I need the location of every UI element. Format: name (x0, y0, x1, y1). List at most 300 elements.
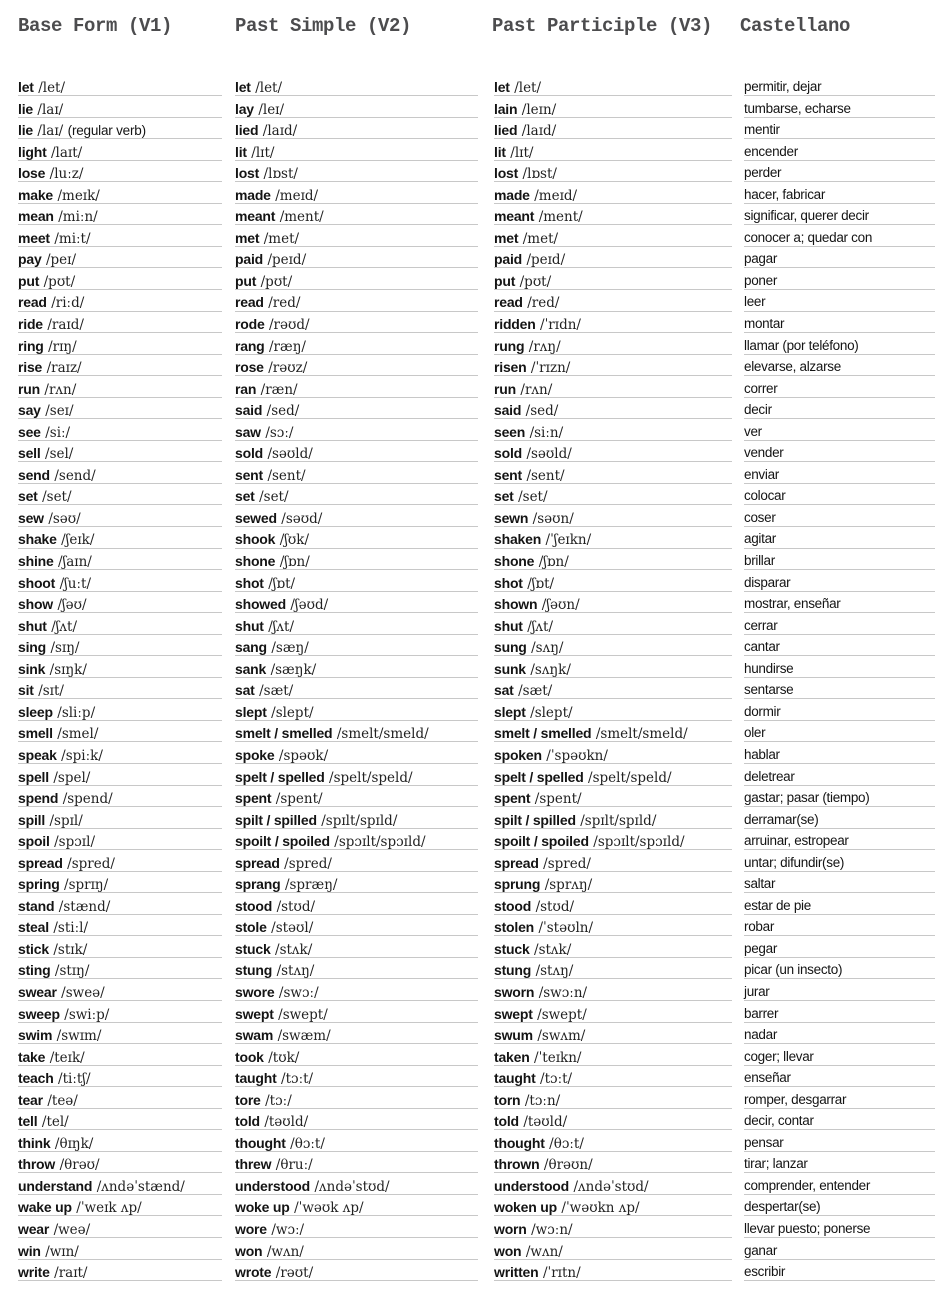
es-cell-wear (744, 1216, 935, 1238)
v2-cell-sat (235, 678, 478, 700)
verb-text: seen (494, 423, 526, 440)
verb-text: swam (235, 1027, 274, 1044)
verb-text: stuck (494, 940, 530, 957)
v2-cell-spent (235, 786, 478, 808)
es-cell-sing (744, 635, 935, 657)
v3-cell-lied (494, 118, 732, 140)
translation-text: mentir (744, 122, 780, 138)
verb-text: risen (494, 359, 527, 376)
es-cell-sleep (744, 699, 935, 721)
v3-cell-sprung (494, 872, 732, 894)
verb-text: thought (235, 1134, 286, 1151)
es-cell-sting (744, 958, 935, 980)
v2-cell-wrote (235, 1260, 478, 1282)
ipa-text: /stænd/ (58, 898, 111, 915)
v2-cell-read (235, 290, 478, 312)
ipa-text: /slept/ (271, 704, 314, 721)
verb-text: spilt / spilled (494, 811, 576, 828)
verb-text: stick (18, 940, 49, 957)
v3-cell-stolen (494, 915, 732, 937)
ipa-text: /ˈweɪk ʌp/ (76, 1200, 142, 1217)
verb-text: wear (18, 1220, 50, 1237)
verb-text: sit (18, 682, 34, 699)
ipa-text: /swept/ (278, 1006, 328, 1023)
v1-cell-pay (18, 247, 222, 269)
verb-text: spoken (494, 746, 542, 763)
v1-cell-mean (18, 204, 222, 226)
v2-cell-slept (235, 699, 478, 721)
ipa-text: /sæŋ/ (271, 640, 309, 657)
ipa-text: /leɪn/ (521, 101, 557, 118)
translation-text: leer (744, 294, 766, 310)
ipa-text: /set/ (518, 489, 548, 506)
ipa-text: /θrəʊ/ (59, 1157, 100, 1174)
verb-text: stung (494, 962, 532, 979)
es-cell-understand (744, 1173, 935, 1195)
verb-text: sing (18, 639, 46, 656)
ipa-text: /lɪt/ (251, 144, 275, 161)
ipa-text: /ʃəʊd/ (290, 597, 329, 614)
v1-cell-wake-up (18, 1195, 222, 1217)
ipa-text: /spəʊk/ (278, 747, 329, 764)
ipa-text: /laɪd/ (262, 123, 298, 140)
verb-text: lied (235, 122, 259, 139)
ipa-text: /ʃəʊ/ (57, 597, 87, 614)
v3-cell-spelt-spelled (494, 764, 732, 786)
v3-cell-stung (494, 958, 732, 980)
v2-cell-made (235, 182, 478, 204)
v2-cell-stood (235, 893, 478, 915)
ipa-text: /ʃeɪk/ (61, 532, 95, 549)
v2-cell-won (235, 1238, 478, 1260)
verb-text: shaken (494, 531, 542, 548)
ipa-text: /sɪŋ/ (50, 640, 80, 657)
ipa-text: /sɪt/ (38, 683, 64, 700)
v3-cell-read (494, 290, 732, 312)
verb-text: set (235, 488, 255, 505)
es-cell-swear (744, 979, 935, 1001)
translation-text: comprender, entender (744, 1177, 871, 1193)
v2-cell-paid (235, 247, 478, 269)
ipa-text: /səʊn/ (532, 510, 574, 527)
verb-text: shake (18, 531, 57, 548)
ipa-text: /lɒst/ (263, 166, 298, 183)
ipa-text: /rʌŋ/ (528, 338, 561, 355)
v1-cell-win (18, 1238, 222, 1260)
verb-text: sting (18, 962, 51, 979)
verb-text: ran (235, 380, 257, 397)
ipa-text: /rʌn/ (520, 381, 553, 398)
v3-cell-shaken (494, 527, 732, 549)
verb-text: stood (235, 897, 273, 914)
v2-cell-let (235, 75, 478, 97)
v2-cell-rose (235, 355, 478, 377)
v3-cell-stood (494, 893, 732, 915)
translation-text: enseñar (744, 1070, 791, 1086)
v3-cell-shut (494, 613, 732, 635)
verb-text: let (18, 79, 34, 95)
ipa-text: /sliːp/ (57, 704, 96, 721)
es-cell-tear (744, 1087, 935, 1109)
es-cell-win (744, 1238, 935, 1260)
translation-text: sentarse (744, 682, 794, 698)
es-cell-pay (744, 247, 935, 269)
verb-text: spread (494, 854, 539, 871)
verb-text: pay (18, 251, 42, 268)
v3-cell-sunk (494, 656, 732, 678)
es-cell-read (744, 290, 935, 312)
v3-cell-shot (494, 570, 732, 592)
translation-text: pegar (744, 940, 778, 956)
verb-text: sold (494, 445, 522, 462)
ipa-text: /θruː/ (275, 1157, 313, 1174)
translation-text: hacer, fabricar (744, 186, 826, 202)
ipa-text: /meɪd/ (275, 187, 319, 204)
v3-cell-ridden (494, 312, 732, 334)
translation-text: conocer a; quedar con (744, 229, 873, 245)
ipa-text: /lɒst/ (522, 166, 557, 183)
v3-cell-spilt-spilled (494, 807, 732, 829)
v1-cell-put (18, 268, 222, 290)
v2-cell-threw (235, 1152, 478, 1174)
ipa-text: /spelt/speld/ (588, 769, 672, 786)
verb-text: took (235, 1048, 264, 1065)
v1-cell-see (18, 419, 222, 441)
verb-text: light (18, 143, 47, 160)
verb-text: won (494, 1242, 522, 1259)
v1-cell-shoot (18, 570, 222, 592)
verb-text: set (494, 488, 514, 505)
verb-text: shut (18, 617, 47, 634)
ipa-text: /siː/ (45, 424, 71, 441)
ipa-text: /spred/ (543, 855, 591, 872)
verb-text: torn (494, 1091, 521, 1108)
ipa-text: /wʌn/ (266, 1243, 304, 1260)
verb-text: rise (18, 359, 43, 376)
v3-cell-put (494, 268, 732, 290)
v3-cell-shone (494, 549, 732, 571)
column-past-participle (494, 75, 732, 1282)
v3-cell-thrown (494, 1152, 732, 1174)
verb-text: rang (235, 337, 265, 354)
verb-text: meet (18, 229, 50, 246)
ipa-text: /let/ (38, 80, 66, 96)
ipa-text: /stʌk/ (534, 941, 572, 958)
es-cell-sit (744, 678, 935, 700)
ipa-text: /θɔːt/ (549, 1135, 584, 1152)
v1-cell-send (18, 462, 222, 484)
v1-cell-sting (18, 958, 222, 980)
verb-text: wore (235, 1220, 267, 1237)
v2-cell-woke-up (235, 1195, 478, 1217)
translation-text: ver (744, 423, 762, 439)
ipa-text: /riːd/ (51, 295, 85, 312)
translation-text: tirar; lanzar (744, 1156, 808, 1172)
verb-text: said (494, 402, 522, 419)
ipa-text: /ˈspəʊkn/ (546, 747, 608, 764)
verb-text: told (235, 1113, 260, 1130)
ipa-text: /ʌndəˈstʊd/ (573, 1178, 649, 1195)
ipa-text: /sprɪŋ/ (64, 877, 109, 894)
ipa-text: /tɔːt/ (281, 1071, 314, 1088)
ipa-text: /sed/ (525, 403, 559, 420)
v1-cell-sing (18, 635, 222, 657)
translation-text: elevarse, alzarse (744, 359, 841, 375)
verb-text: lost (235, 165, 260, 182)
verb-text: read (494, 294, 523, 311)
translation-text: romper, desgarrar (744, 1091, 847, 1107)
ipa-text: /spred/ (284, 855, 332, 872)
v2-cell-swept (235, 1001, 478, 1023)
es-cell-let (744, 75, 935, 97)
translation-text: significar, querer decir (744, 208, 869, 224)
verb-text: see (18, 423, 41, 440)
translation-text: barrer (744, 1005, 779, 1021)
es-cell-teach (744, 1066, 935, 1088)
ipa-text: /slept/ (530, 704, 573, 721)
v2-cell-stole (235, 915, 478, 937)
ipa-text: /spred/ (67, 855, 115, 872)
es-cell-sweep (744, 1001, 935, 1023)
ipa-text: /stʌŋ/ (535, 963, 574, 980)
verb-text: read (18, 294, 47, 311)
v3-cell-sent (494, 462, 732, 484)
column-header-castellano: Castellano (740, 15, 851, 37)
verb-text: paid (235, 251, 263, 268)
ipa-text: /ʃəʊn/ (541, 597, 580, 614)
es-cell-ride (744, 312, 935, 334)
v2-cell-swore (235, 979, 478, 1001)
ipa-text: /sæŋk/ (270, 661, 317, 678)
translation-text: correr (744, 380, 778, 396)
verb-text: lost (494, 165, 519, 182)
ipa-text: /θɔːt/ (290, 1135, 325, 1152)
ipa-text: /teə/ (47, 1092, 78, 1109)
ipa-text: /laɪd/ (521, 123, 557, 140)
v2-cell-lost (235, 161, 478, 183)
ipa-text: /stəʊl/ (271, 920, 314, 937)
v3-cell-spent (494, 786, 732, 808)
v1-cell-make (18, 182, 222, 204)
translation-text: robar (744, 919, 775, 935)
ipa-text: /spɔɪlt/spɔɪld/ (593, 834, 685, 851)
ipa-text: /seɪ/ (45, 403, 74, 420)
v1-cell-spill (18, 807, 222, 829)
v2-cell-shot (235, 570, 478, 592)
ipa-text: /let/ (514, 80, 542, 96)
verb-text: written (494, 1264, 539, 1281)
verb-text: made (235, 186, 271, 203)
es-cell-write (744, 1260, 935, 1282)
verb-text: understood (235, 1177, 310, 1194)
ipa-text: /pʊt/ (260, 273, 293, 290)
verb-text: sang (235, 639, 267, 656)
v1-cell-spell (18, 764, 222, 786)
ipa-text: /wʌn/ (525, 1243, 563, 1260)
v2-cell-showed (235, 592, 478, 614)
v3-cell-sworn (494, 979, 732, 1001)
ipa-text: /stʌk/ (275, 941, 313, 958)
v3-cell-lain (494, 96, 732, 118)
v1-cell-understand (18, 1173, 222, 1195)
ipa-text: /swʌm/ (537, 1028, 586, 1045)
verb-text: spoilt / spoiled (494, 833, 589, 850)
v1-cell-spend (18, 786, 222, 808)
v3-cell-understood (494, 1173, 732, 1195)
verb-text: show (18, 596, 53, 613)
es-cell-send (744, 462, 935, 484)
verb-text: meant (235, 208, 276, 225)
verb-text: met (494, 229, 519, 246)
ipa-text: /met/ (522, 230, 559, 247)
translation-text: deletrear (744, 768, 795, 784)
v1-cell-let (18, 75, 222, 97)
verb-text: ridden (494, 316, 536, 333)
ipa-text: /spɪl/ (49, 812, 83, 829)
ipa-text: /təʊld/ (523, 1114, 568, 1131)
v2-cell-smelt-smelled (235, 721, 478, 743)
v2-cell-met (235, 225, 478, 247)
translation-text: coser (744, 509, 776, 525)
ipa-text: /ˈrɪtn/ (542, 1265, 581, 1282)
ipa-text: /ʌndəˈstænd/ (96, 1178, 185, 1195)
es-cell-spoil (744, 829, 935, 851)
ipa-text: /rəʊd/ (269, 317, 310, 334)
v1-cell-smell (18, 721, 222, 743)
verb-text: spelt / spelled (494, 768, 584, 785)
ipa-text: /tiːtʃ/ (58, 1071, 91, 1088)
ipa-text: /laɪt/ (51, 144, 83, 161)
ipa-text: /tɔːn/ (524, 1092, 561, 1109)
ipa-text: /swæm/ (277, 1028, 331, 1045)
verb-text: stand (18, 897, 55, 914)
v3-cell-sewn (494, 505, 732, 527)
verb-text: taught (494, 1070, 536, 1087)
v1-cell-write (18, 1260, 222, 1282)
v1-cell-spoil (18, 829, 222, 851)
v2-cell-stung (235, 958, 478, 980)
v2-cell-sank (235, 656, 478, 678)
verb-text: taken (494, 1048, 530, 1065)
v2-cell-sent (235, 462, 478, 484)
ipa-text: /ˈstəʊln/ (538, 920, 594, 937)
es-cell-stick (744, 936, 935, 958)
verb-text: shone (494, 553, 535, 570)
verb-text: sung (494, 639, 527, 656)
ipa-text: /səʊld/ (526, 446, 572, 463)
verb-text: wake up (18, 1199, 72, 1216)
translation-text: escribir (744, 1264, 786, 1280)
verb-text: teach (18, 1070, 54, 1087)
v1-cell-swear (18, 979, 222, 1001)
ipa-text: /sed/ (266, 403, 300, 420)
v3-cell-told (494, 1109, 732, 1131)
verb-text: rung (494, 337, 525, 354)
v3-cell-set (494, 484, 732, 506)
verb-text: sprang (235, 876, 281, 893)
verb-text: swim (18, 1027, 53, 1044)
v3-cell-thought (494, 1130, 732, 1152)
ipa-text: /təʊld/ (264, 1114, 309, 1131)
ipa-text: /miːt/ (54, 230, 91, 247)
ipa-text: /meɪk/ (57, 187, 100, 204)
v3-cell-spread (494, 850, 732, 872)
ipa-text: /spɪlt/spɪld/ (321, 812, 398, 829)
ipa-text: /spelt/speld/ (329, 769, 413, 786)
ipa-text: /teɪk/ (49, 1049, 85, 1066)
v1-cell-teach (18, 1066, 222, 1088)
v1-cell-lose (18, 161, 222, 183)
es-cell-spell (744, 764, 935, 786)
translation-text: mostrar, enseñar (744, 596, 841, 612)
verb-text: lied (494, 122, 518, 139)
ipa-text: /spent/ (534, 791, 582, 808)
translation-text: oler (744, 725, 766, 741)
v3-cell-said (494, 398, 732, 420)
verb-text: smelt / smelled (494, 725, 592, 742)
translation-text: tumbarse, echarse (744, 100, 851, 116)
verb-text: tear (18, 1091, 43, 1108)
ipa-text: /sɪŋk/ (49, 661, 87, 678)
ipa-text: /sent/ (267, 467, 306, 484)
v1-cell-throw (18, 1152, 222, 1174)
v3-cell-run (494, 376, 732, 398)
ipa-text: /leɪ/ (258, 101, 285, 118)
verb-text: run (18, 380, 40, 397)
ipa-text: /rʌn/ (44, 381, 77, 398)
v2-cell-lay (235, 96, 478, 118)
translation-text: disparar (744, 574, 791, 590)
ipa-text: /peɪd/ (526, 252, 566, 269)
translation-text: perder (744, 165, 782, 181)
translation-text: picar (un insecto) (744, 962, 843, 978)
verb-text: sink (18, 660, 46, 677)
verb-text: slept (494, 703, 526, 720)
v3-cell-rung (494, 333, 732, 355)
translation-text: colocar (744, 488, 786, 504)
ipa-text: /set/ (42, 489, 72, 506)
es-cell-light (744, 139, 935, 161)
ipa-text: /red/ (527, 295, 560, 312)
verb-text: lain (494, 100, 518, 117)
ipa-text: /laɪ/ (37, 101, 64, 118)
v2-cell-tore (235, 1087, 478, 1109)
v1-cell-speak (18, 742, 222, 764)
ipa-text: /sæt/ (518, 683, 553, 700)
ipa-text: /ʌndəˈstʊd/ (314, 1178, 390, 1195)
translation-text: vender (744, 445, 784, 461)
ipa-text: /tel/ (41, 1114, 69, 1131)
translation-text: poner (744, 272, 778, 288)
ipa-text: /stʊd/ (535, 898, 575, 915)
es-cell-put (744, 268, 935, 290)
verb-text: sat (235, 682, 255, 699)
v1-cell-lie (18, 118, 222, 140)
ipa-text: /raɪd/ (47, 317, 84, 334)
translation-text: derramar(se) (744, 811, 819, 827)
ipa-text: /rɪŋ/ (48, 338, 77, 355)
translation-text: hundirse (744, 660, 794, 676)
v2-cell-spelt-spelled (235, 764, 478, 786)
verb-text: put (235, 272, 257, 289)
ipa-text: /ʃʌt/ (527, 618, 554, 635)
verb-text: saw (235, 423, 261, 440)
ipa-text: /raɪt/ (54, 1265, 88, 1282)
es-cell-tell (744, 1109, 935, 1131)
ipa-text: /səʊ/ (48, 510, 81, 527)
verb-text: sent (235, 466, 263, 483)
translation-text: saltar (744, 876, 776, 892)
